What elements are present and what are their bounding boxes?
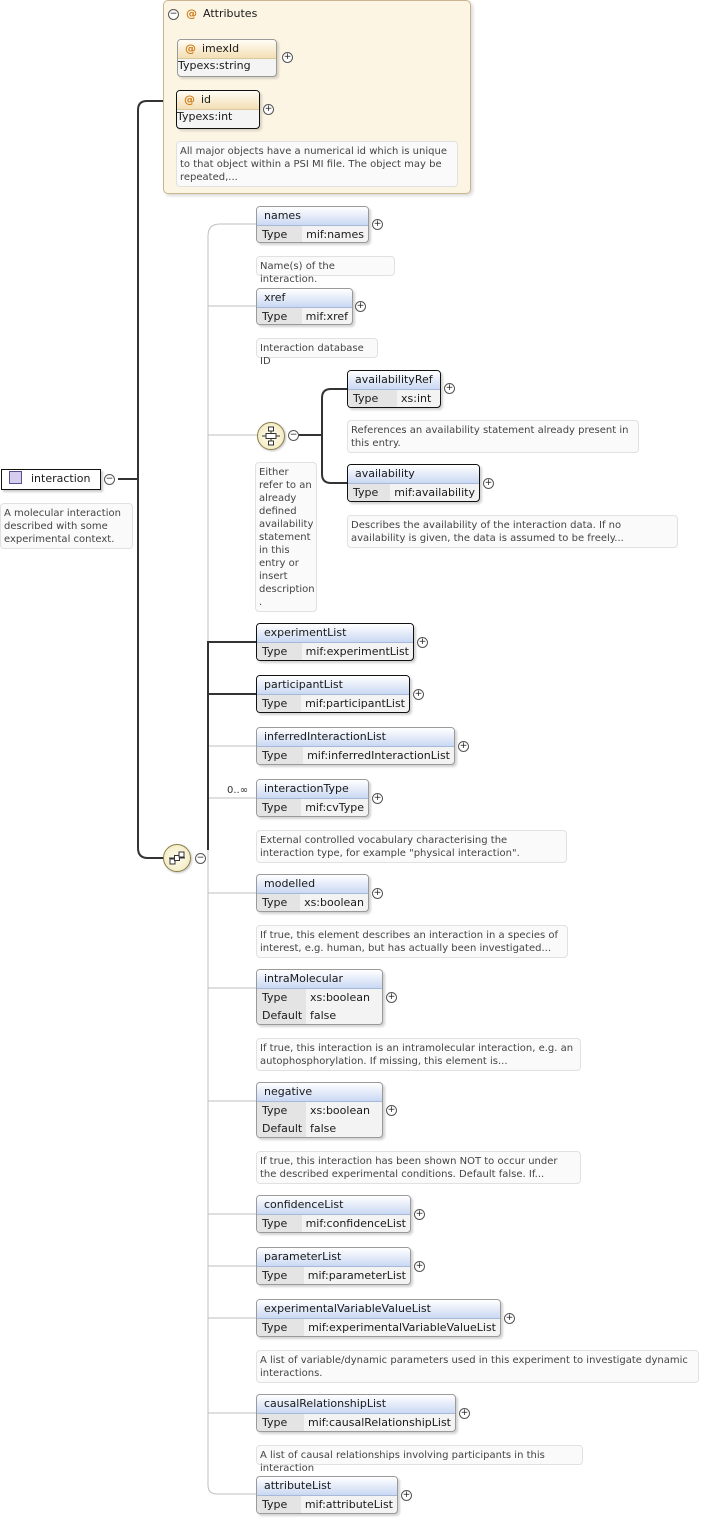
element-type: mif:availability (394, 486, 475, 499)
type-label: Type (257, 989, 306, 1007)
expand-modelled-icon[interactable]: + (373, 888, 382, 898)
element-intraMolecular[interactable] (256, 969, 383, 1025)
expand-experimentalVariableValueList-icon[interactable]: + (505, 1313, 514, 1323)
element-type: mif:experimentList (305, 645, 409, 658)
type-label: Type (348, 484, 390, 502)
element-availability[interactable] (347, 464, 480, 502)
element-type: mif:names (306, 228, 364, 241)
availability-description: Describes the availability of the interaction data. If no availability is given, the data is assumed to be freely... (347, 515, 678, 548)
element-availabilityRef[interactable] (347, 370, 441, 408)
element-modelled[interactable] (256, 874, 369, 912)
root-element-name: interaction (31, 472, 91, 485)
element-negative[interactable] (256, 1082, 383, 1138)
attribute-name: imexId (202, 42, 240, 55)
element-default: false (310, 1009, 337, 1022)
expand-xref-icon[interactable]: + (356, 301, 365, 311)
expand-causalRelationshipList-icon[interactable]: + (460, 1408, 469, 1418)
type-label: Type (257, 695, 301, 713)
element-type: mif:cvType (305, 801, 364, 814)
expand-attributeList-icon[interactable]: + (402, 1490, 411, 1500)
default-label: Default (257, 1120, 306, 1138)
type-label: Type (257, 747, 303, 765)
attribute-type: xs:string (203, 59, 251, 72)
type-label: Type (348, 390, 397, 408)
expand-experimentList-icon[interactable]: + (418, 637, 427, 647)
element-type: mif:participantList (305, 697, 405, 710)
root-element-interaction[interactable] (1, 469, 101, 490)
type-label: Type (257, 799, 301, 817)
element-name: participantList (257, 676, 409, 695)
element-xref[interactable] (256, 288, 353, 325)
element-name: parameterList (257, 1248, 410, 1267)
element-type: mif:attributeList (304, 1498, 393, 1511)
element-name: availability (348, 465, 479, 484)
element-type: mif:causalRelationshipList (308, 1416, 451, 1429)
expand-names-icon[interactable]: + (373, 219, 382, 229)
type-label: Type (257, 1496, 301, 1514)
element-name: causalRelationshipList (257, 1395, 455, 1414)
modelled-description: If true, this element describes an interaction in a species of interest, e.g. human, but has actually been investigated... (256, 925, 568, 958)
expand-inferredInteractionList-icon[interactable]: + (459, 741, 468, 751)
type-label: Type (257, 226, 302, 243)
collapse-interaction-icon[interactable]: − (105, 474, 114, 484)
type-label: Type (257, 1215, 302, 1233)
element-type: xs:boolean (310, 991, 370, 1004)
expand-availabilityRef-icon[interactable]: + (445, 383, 454, 393)
element-name: inferredInteractionList (257, 728, 454, 747)
element-experimentalVariableValueList[interactable] (256, 1299, 501, 1337)
occurrence-label: 0..∞ (227, 785, 249, 796)
attributes-title: Attributes (203, 7, 258, 20)
attribute-id-description: All major objects have a numerical id which is unique to that object within a PSI MI file. The object may be repeated,... (176, 141, 458, 187)
attribute-type: xs:int (202, 110, 233, 123)
choice-compositor[interactable] (257, 422, 285, 450)
element-name: experimentalVariableValueList (257, 1300, 500, 1319)
element-names[interactable] (256, 206, 369, 243)
expand-negative-icon[interactable]: + (387, 1105, 396, 1115)
element-attributeList[interactable] (256, 1476, 398, 1514)
intraMolecular-description: If true, this interaction is an intramolecular interaction, e.g. an autophosphorylation. If missing, this element is... (256, 1038, 581, 1071)
type-label: Type (257, 1319, 304, 1337)
at-icon: @ (185, 42, 196, 55)
root-description: A molecular interaction described with some experimental context. (0, 503, 133, 549)
interactionType-description: External controlled vocabulary characterising the interaction type, for example "physical interaction". (256, 830, 567, 863)
element-type: xs:boolean (304, 896, 364, 909)
element-name: negative (257, 1083, 382, 1102)
attributes-header (186, 6, 257, 22)
element-default: false (310, 1122, 337, 1135)
element-inferredInteractionList[interactable] (256, 727, 455, 765)
type-label: Type (257, 894, 300, 912)
element-name: names (257, 207, 368, 226)
element-name: intraMolecular (257, 970, 382, 989)
choice-icon (258, 423, 284, 449)
sequence-icon (164, 845, 190, 871)
expand-intraMolecular-icon[interactable]: + (387, 992, 396, 1002)
collapse-attributes-icon[interactable]: − (169, 9, 178, 19)
element-type: mif:xref (305, 310, 348, 323)
element-confidenceList[interactable] (256, 1195, 411, 1233)
element-causalRelationshipList[interactable] (256, 1394, 456, 1432)
attribute-id[interactable] (176, 90, 260, 129)
element-name: attributeList (257, 1477, 397, 1496)
element-type: mif:inferredInteractionList (307, 749, 450, 762)
type-label: Type (257, 643, 302, 661)
type-label: Type (257, 308, 302, 325)
negative-description: If true, this interaction has been shown NOT to occur under the described experimental conditions. Default false. If... (256, 1151, 581, 1184)
element-type: xs:int (401, 392, 432, 405)
expand-parameterList-icon[interactable]: + (415, 1261, 424, 1271)
element-type: mif:confidenceList (305, 1217, 406, 1230)
at-icon: @ (186, 7, 197, 20)
collapse-choice-icon[interactable]: − (289, 430, 298, 440)
availabilityRef-description: References an availability statement already present in this entry. (347, 420, 639, 453)
element-type: xs:boolean (310, 1104, 370, 1117)
expand-confidenceList-icon[interactable]: + (415, 1209, 424, 1219)
element-name: xref (257, 289, 352, 308)
type-label: Type (257, 1414, 304, 1432)
element-participantList[interactable] (256, 675, 410, 713)
at-icon: @ (184, 93, 195, 106)
collapse-sequence-icon[interactable]: − (196, 853, 205, 863)
expand-imexId-icon[interactable]: + (283, 52, 292, 62)
expand-id-icon[interactable]: + (264, 104, 273, 114)
experimentalVariableValueList-description: A list of variable/dynamic parameters used in this experiment to investigate dynamic interactions. (256, 1350, 699, 1383)
element-name: interactionType (257, 780, 368, 799)
element-name: experimentList (257, 624, 413, 643)
type-label: Type (257, 1267, 304, 1285)
xref-description: Interaction database ID (256, 338, 378, 358)
expand-interactionType-icon[interactable]: + (373, 793, 382, 803)
attribute-name: id (201, 93, 212, 106)
element-icon (9, 471, 22, 484)
type-label: Type (257, 1102, 306, 1120)
causalRelationshipList-description: A list of causal relationships involving participants in this interaction (256, 1445, 583, 1465)
names-description: Name(s) of the interaction. (256, 256, 395, 276)
element-type: mif:experimentalVariableValueList (308, 1321, 496, 1334)
element-name: availabilityRef (348, 371, 440, 390)
expand-participantList-icon[interactable]: + (414, 689, 423, 699)
type-label: Type (178, 59, 204, 72)
element-experimentList[interactable] (256, 623, 414, 661)
element-name: confidenceList (257, 1196, 410, 1215)
element-name: modelled (257, 875, 368, 894)
element-type: mif:parameterList (307, 1269, 406, 1282)
sequence-compositor[interactable] (163, 844, 191, 872)
choice-description: Either refer to an already defined availability statement in this entry or insert description . (255, 462, 317, 612)
expand-availability-icon[interactable]: + (484, 478, 493, 488)
element-interactionType[interactable] (256, 779, 369, 817)
element-parameterList[interactable] (256, 1247, 411, 1285)
type-label: Type (177, 110, 203, 123)
attribute-imexId[interactable] (177, 39, 277, 77)
default-label: Default (257, 1007, 306, 1025)
